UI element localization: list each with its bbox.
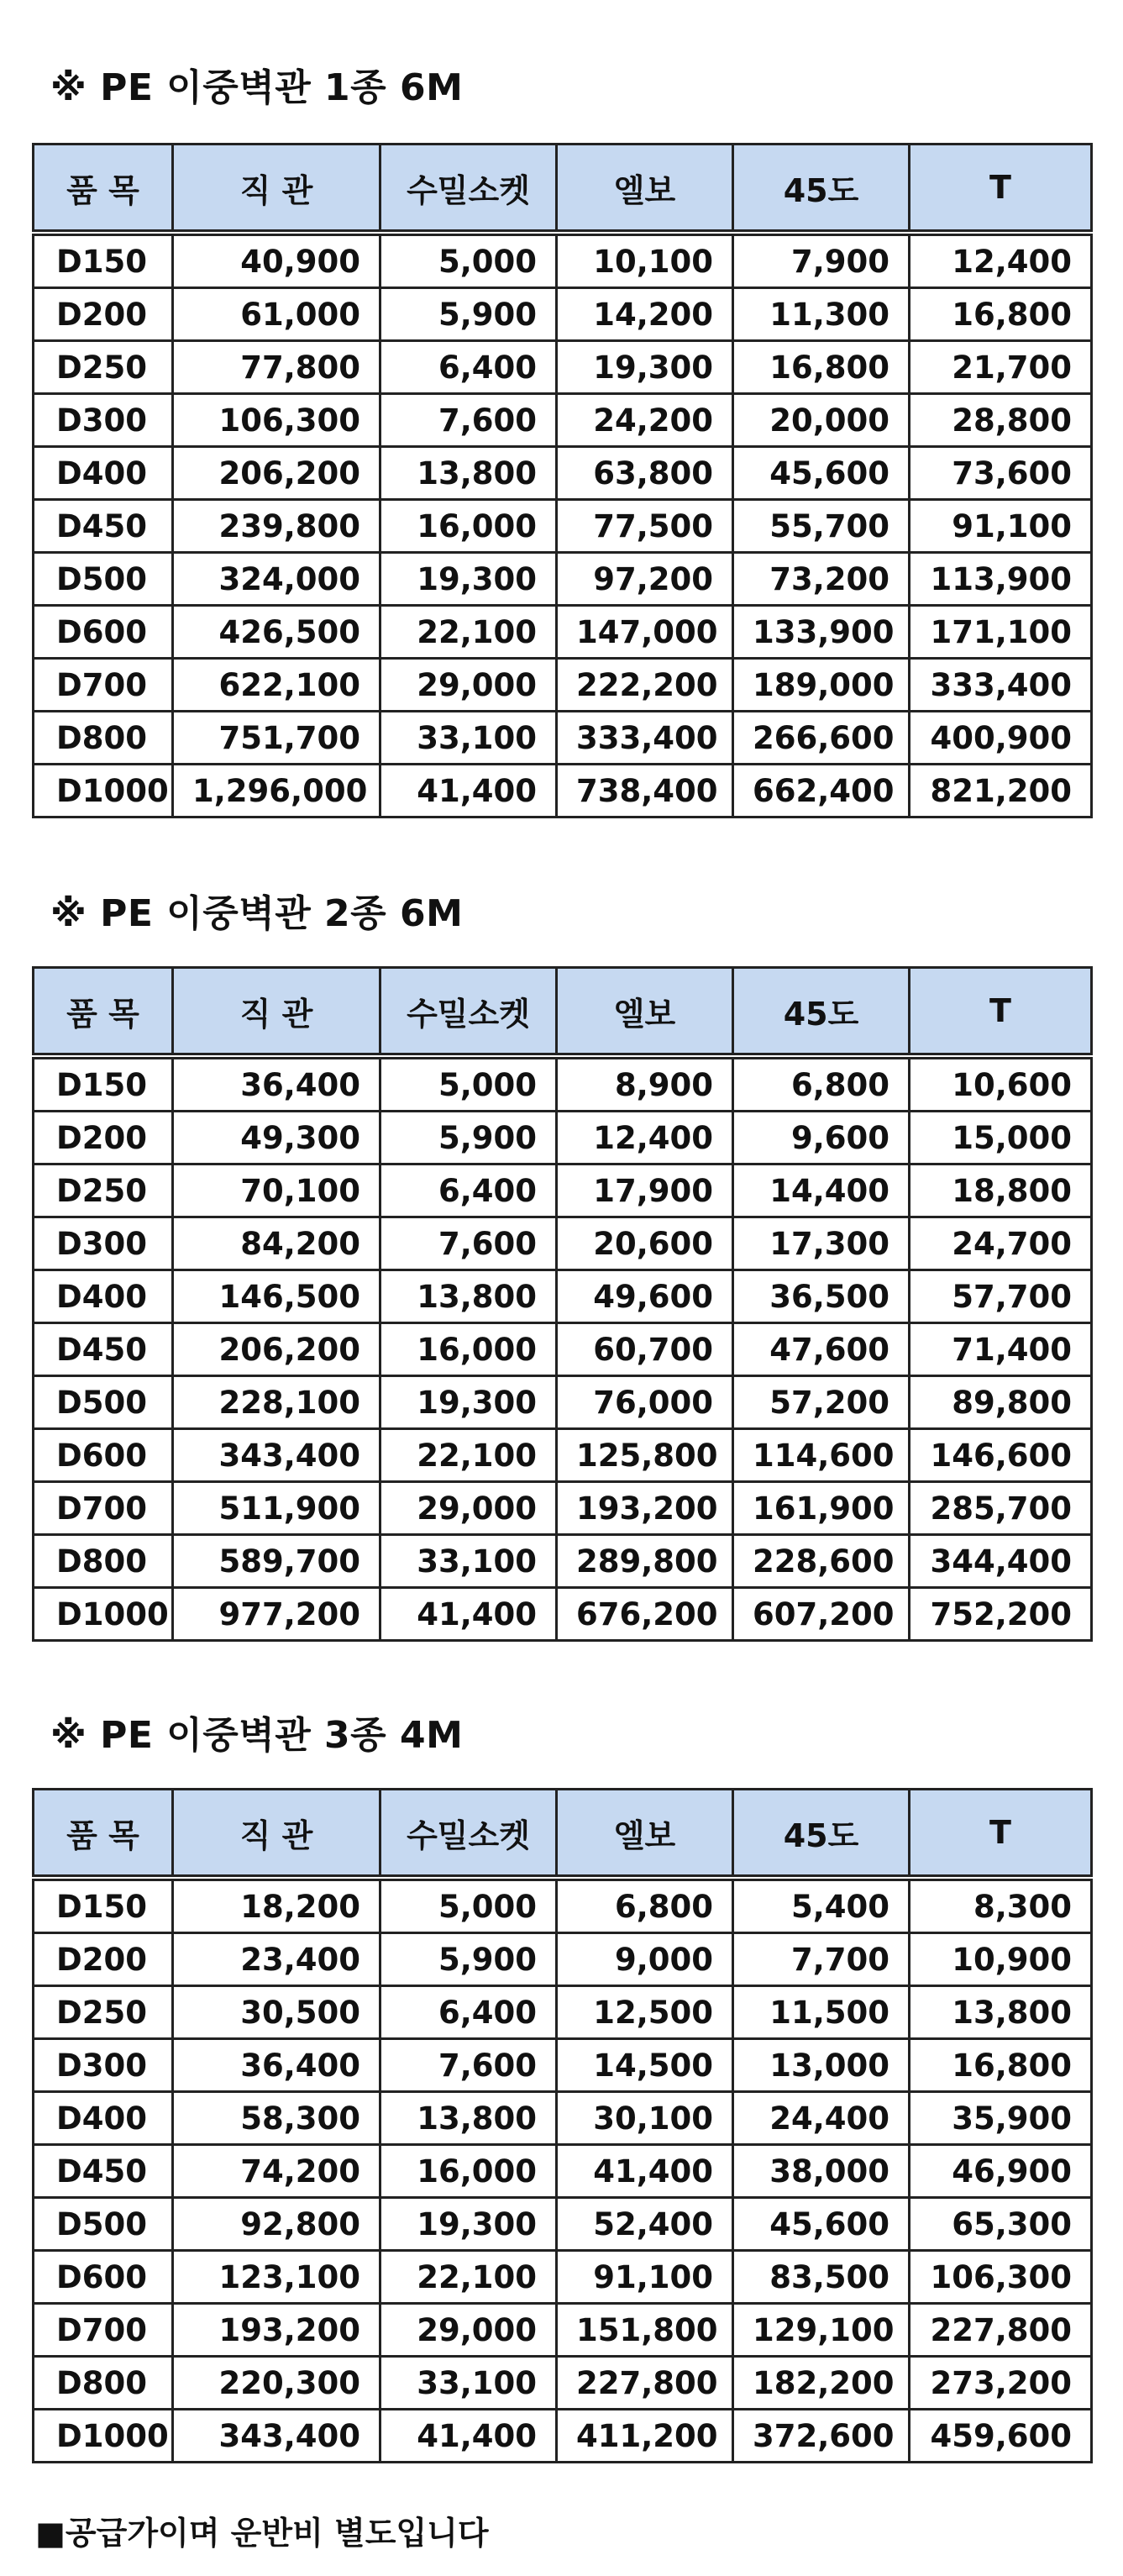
price-cell: 36,500 bbox=[733, 1270, 910, 1323]
price-cell: 193,200 bbox=[557, 1482, 733, 1535]
price-cell: 65,300 bbox=[910, 2198, 1092, 2251]
table-row bbox=[34, 1270, 1092, 1323]
price-cell: 752,200 bbox=[910, 1588, 1092, 1641]
item-name-cell: D400 bbox=[34, 447, 173, 500]
footer-note: ■공급가이며 운반비 별도입니다 bbox=[35, 2515, 489, 2552]
price-cell: 58,300 bbox=[173, 2092, 380, 2145]
column-header: T bbox=[910, 145, 1092, 234]
price-cell: 147,000 bbox=[557, 606, 733, 659]
price-cell: 47,600 bbox=[733, 1323, 910, 1376]
item-name-cell: D1000 bbox=[34, 1588, 173, 1641]
price-cell: 14,400 bbox=[733, 1164, 910, 1217]
price-cell: 5,900 bbox=[380, 288, 557, 341]
price-cell: 113,900 bbox=[910, 553, 1092, 606]
price-cell: 8,300 bbox=[910, 1878, 1092, 1933]
price-cell: 22,100 bbox=[380, 606, 557, 659]
price-cell: 9,600 bbox=[733, 1112, 910, 1164]
price-cell: 18,200 bbox=[173, 1878, 380, 1933]
price-cell: 89,800 bbox=[910, 1376, 1092, 1429]
price-cell: 821,200 bbox=[910, 765, 1092, 817]
item-name-cell: D150 bbox=[34, 1878, 173, 1933]
price-cell: 22,100 bbox=[380, 1429, 557, 1482]
item-name-cell: D500 bbox=[34, 2198, 173, 2251]
column-header: 품 목 bbox=[34, 1790, 173, 1879]
price-cell: 5,400 bbox=[733, 1878, 910, 1933]
price-cell: 20,600 bbox=[557, 1217, 733, 1270]
item-name-cell: D300 bbox=[34, 2039, 173, 2092]
table-row bbox=[34, 1323, 1092, 1376]
header-row bbox=[34, 1790, 1092, 1879]
price-cell: 17,300 bbox=[733, 1217, 910, 1270]
price-cell: 45,600 bbox=[733, 2198, 910, 2251]
price-cell: 60,700 bbox=[557, 1323, 733, 1376]
table-row bbox=[34, 1482, 1092, 1535]
price-cell: 206,200 bbox=[173, 447, 380, 500]
price-cell: 182,200 bbox=[733, 2357, 910, 2410]
price-cell: 10,600 bbox=[910, 1056, 1092, 1112]
price-cell: 16,000 bbox=[380, 1323, 557, 1376]
item-name-cell: D450 bbox=[34, 500, 173, 553]
column-header: 45도 bbox=[733, 1790, 910, 1879]
price-cell: 84,200 bbox=[173, 1217, 380, 1270]
price-cell: 38,000 bbox=[733, 2145, 910, 2198]
price-cell: 400,900 bbox=[910, 712, 1092, 765]
item-name-cell: D200 bbox=[34, 1112, 173, 1164]
price-cell: 146,600 bbox=[910, 1429, 1092, 1482]
item-name-cell: D300 bbox=[34, 394, 173, 447]
price-cell: 36,400 bbox=[173, 1056, 380, 1112]
column-header: 수밀소켓 bbox=[380, 1790, 557, 1879]
price-cell: 266,600 bbox=[733, 712, 910, 765]
price-cell: 74,200 bbox=[173, 2145, 380, 2198]
price-cell: 14,200 bbox=[557, 288, 733, 341]
price-cell: 77,500 bbox=[557, 500, 733, 553]
price-cell: 751,700 bbox=[173, 712, 380, 765]
column-header: T bbox=[910, 1790, 1092, 1879]
column-header: 직 관 bbox=[173, 968, 380, 1057]
price-cell: 171,100 bbox=[910, 606, 1092, 659]
price-cell: 92,800 bbox=[173, 2198, 380, 2251]
price-cell: 106,300 bbox=[910, 2251, 1092, 2304]
table-row bbox=[34, 712, 1092, 765]
column-header: 엘보 bbox=[557, 968, 733, 1057]
item-name-cell: D500 bbox=[34, 553, 173, 606]
table-row bbox=[34, 765, 1092, 817]
price-cell: 324,000 bbox=[173, 553, 380, 606]
table-row bbox=[34, 233, 1092, 288]
table-row bbox=[34, 1986, 1092, 2039]
price-cell: 426,500 bbox=[173, 606, 380, 659]
column-header: 직 관 bbox=[173, 145, 380, 234]
price-cell: 220,300 bbox=[173, 2357, 380, 2410]
price-cell: 35,900 bbox=[910, 2092, 1092, 2145]
column-header: 수밀소켓 bbox=[380, 145, 557, 234]
column-header: 엘보 bbox=[557, 145, 733, 234]
price-cell: 16,000 bbox=[380, 500, 557, 553]
price-cell: 13,000 bbox=[733, 2039, 910, 2092]
price-cell: 91,100 bbox=[910, 500, 1092, 553]
price-cell: 151,800 bbox=[557, 2304, 733, 2357]
table-row bbox=[34, 1376, 1092, 1429]
price-cell: 57,700 bbox=[910, 1270, 1092, 1323]
item-name-cell: D500 bbox=[34, 1376, 173, 1429]
price-cell: 30,100 bbox=[557, 2092, 733, 2145]
price-cell: 22,100 bbox=[380, 2251, 557, 2304]
price-cell: 289,800 bbox=[557, 1535, 733, 1588]
price-cell: 9,000 bbox=[557, 1933, 733, 1986]
price-cell: 73,200 bbox=[733, 553, 910, 606]
item-name-cell: D600 bbox=[34, 2251, 173, 2304]
table-row bbox=[34, 2410, 1092, 2463]
price-cell: 24,200 bbox=[557, 394, 733, 447]
price-cell: 228,600 bbox=[733, 1535, 910, 1588]
price-cell: 55,700 bbox=[733, 500, 910, 553]
price-cell: 12,400 bbox=[910, 233, 1092, 288]
table-row bbox=[34, 1112, 1092, 1164]
item-name-cell: D700 bbox=[34, 1482, 173, 1535]
price-cell: 125,800 bbox=[557, 1429, 733, 1482]
price-cell: 29,000 bbox=[380, 1482, 557, 1535]
item-name-cell: D600 bbox=[34, 1429, 173, 1482]
table-row bbox=[34, 2357, 1092, 2410]
column-header: 품 목 bbox=[34, 968, 173, 1057]
item-name-cell: D800 bbox=[34, 2357, 173, 2410]
price-cell: 114,600 bbox=[733, 1429, 910, 1482]
item-name-cell: D250 bbox=[34, 1986, 173, 2039]
header-row bbox=[34, 968, 1092, 1057]
table-row bbox=[34, 2145, 1092, 2198]
column-header: 직 관 bbox=[173, 1790, 380, 1879]
price-cell: 13,800 bbox=[910, 1986, 1092, 2039]
price-cell: 30,500 bbox=[173, 1986, 380, 2039]
price-cell: 607,200 bbox=[733, 1588, 910, 1641]
price-cell: 91,100 bbox=[557, 2251, 733, 2304]
price-cell: 61,000 bbox=[173, 288, 380, 341]
price-cell: 83,500 bbox=[733, 2251, 910, 2304]
item-name-cell: D200 bbox=[34, 1933, 173, 1986]
price-cell: 5,900 bbox=[380, 1933, 557, 1986]
price-cell: 227,800 bbox=[910, 2304, 1092, 2357]
price-cell: 7,600 bbox=[380, 1217, 557, 1270]
price-cell: 6,800 bbox=[557, 1878, 733, 1933]
table-row bbox=[34, 2198, 1092, 2251]
price-cell: 28,800 bbox=[910, 394, 1092, 447]
price-cell: 6,800 bbox=[733, 1056, 910, 1112]
price-cell: 106,300 bbox=[173, 394, 380, 447]
table-row bbox=[34, 1933, 1092, 1986]
price-cell: 13,800 bbox=[380, 447, 557, 500]
table-row bbox=[34, 659, 1092, 712]
column-header: 품 목 bbox=[34, 145, 173, 234]
item-name-cell: D1000 bbox=[34, 2410, 173, 2463]
item-name-cell: D700 bbox=[34, 2304, 173, 2357]
price-cell: 239,800 bbox=[173, 500, 380, 553]
price-cell: 14,500 bbox=[557, 2039, 733, 2092]
price-cell: 343,400 bbox=[173, 1429, 380, 1482]
price-cell: 977,200 bbox=[173, 1588, 380, 1641]
price-cell: 19,300 bbox=[380, 1376, 557, 1429]
price-cell: 33,100 bbox=[380, 2357, 557, 2410]
price-cell: 227,800 bbox=[557, 2357, 733, 2410]
price-cell: 161,900 bbox=[733, 1482, 910, 1535]
item-name-cell: D200 bbox=[34, 288, 173, 341]
price-cell: 10,100 bbox=[557, 233, 733, 288]
price-cell: 18,800 bbox=[910, 1164, 1092, 1217]
price-cell: 273,200 bbox=[910, 2357, 1092, 2410]
price-cell: 8,900 bbox=[557, 1056, 733, 1112]
column-header: 엘보 bbox=[557, 1790, 733, 1879]
item-name-cell: D150 bbox=[34, 1056, 173, 1112]
price-cell: 7,600 bbox=[380, 394, 557, 447]
price-cell: 57,200 bbox=[733, 1376, 910, 1429]
price-cell: 71,400 bbox=[910, 1323, 1092, 1376]
price-cell: 7,600 bbox=[380, 2039, 557, 2092]
price-cell: 285,700 bbox=[910, 1482, 1092, 1535]
table-row bbox=[34, 2304, 1092, 2357]
table-row bbox=[34, 2251, 1092, 2304]
price-cell: 146,500 bbox=[173, 1270, 380, 1323]
price-cell: 17,900 bbox=[557, 1164, 733, 1217]
price-table-2 bbox=[32, 966, 1093, 1642]
price-cell: 193,200 bbox=[173, 2304, 380, 2357]
section-title-2: ※ PE 이중벽관 2종 6M bbox=[50, 892, 464, 935]
table-row bbox=[34, 341, 1092, 394]
item-name-cell: D150 bbox=[34, 233, 173, 288]
price-cell: 29,000 bbox=[380, 659, 557, 712]
price-cell: 343,400 bbox=[173, 2410, 380, 2463]
price-cell: 11,300 bbox=[733, 288, 910, 341]
price-cell: 7,700 bbox=[733, 1933, 910, 1986]
price-cell: 10,900 bbox=[910, 1933, 1092, 1986]
table-row bbox=[34, 553, 1092, 606]
table-row bbox=[34, 288, 1092, 341]
column-header: 수밀소켓 bbox=[380, 968, 557, 1057]
price-cell: 40,900 bbox=[173, 233, 380, 288]
table-row bbox=[34, 1588, 1092, 1641]
price-cell: 73,600 bbox=[910, 447, 1092, 500]
price-cell: 344,400 bbox=[910, 1535, 1092, 1588]
price-cell: 16,800 bbox=[910, 288, 1092, 341]
price-cell: 76,000 bbox=[557, 1376, 733, 1429]
price-cell: 24,400 bbox=[733, 2092, 910, 2145]
price-cell: 45,600 bbox=[733, 447, 910, 500]
price-cell: 411,200 bbox=[557, 2410, 733, 2463]
price-cell: 662,400 bbox=[733, 765, 910, 817]
table-row bbox=[34, 1164, 1092, 1217]
price-cell: 189,000 bbox=[733, 659, 910, 712]
price-cell: 622,100 bbox=[173, 659, 380, 712]
price-cell: 13,800 bbox=[380, 1270, 557, 1323]
item-name-cell: D300 bbox=[34, 1217, 173, 1270]
price-cell: 129,100 bbox=[733, 2304, 910, 2357]
price-cell: 459,600 bbox=[910, 2410, 1092, 2463]
price-cell: 46,900 bbox=[910, 2145, 1092, 2198]
price-cell: 7,900 bbox=[733, 233, 910, 288]
price-cell: 511,900 bbox=[173, 1482, 380, 1535]
price-cell: 11,500 bbox=[733, 1986, 910, 2039]
price-cell: 12,500 bbox=[557, 1986, 733, 2039]
price-cell: 19,300 bbox=[557, 341, 733, 394]
section-title-3: ※ PE 이중벽관 3종 4M bbox=[50, 1714, 464, 1757]
price-cell: 70,100 bbox=[173, 1164, 380, 1217]
price-cell: 589,700 bbox=[173, 1535, 380, 1588]
item-name-cell: D700 bbox=[34, 659, 173, 712]
price-cell: 123,100 bbox=[173, 2251, 380, 2304]
price-cell: 97,200 bbox=[557, 553, 733, 606]
price-cell: 41,400 bbox=[380, 2410, 557, 2463]
item-name-cell: D400 bbox=[34, 1270, 173, 1323]
item-name-cell: D1000 bbox=[34, 765, 173, 817]
price-cell: 16,000 bbox=[380, 2145, 557, 2198]
price-cell: 20,000 bbox=[733, 394, 910, 447]
price-cell: 36,400 bbox=[173, 2039, 380, 2092]
price-cell: 333,400 bbox=[557, 712, 733, 765]
price-table-3 bbox=[32, 1788, 1093, 2463]
table-row bbox=[34, 1217, 1092, 1270]
price-cell: 49,300 bbox=[173, 1112, 380, 1164]
price-cell: 33,100 bbox=[380, 712, 557, 765]
item-name-cell: D250 bbox=[34, 1164, 173, 1217]
header-row bbox=[34, 145, 1092, 234]
price-cell: 13,800 bbox=[380, 2092, 557, 2145]
table-row bbox=[34, 1878, 1092, 1933]
price-cell: 6,400 bbox=[380, 1986, 557, 2039]
table-row bbox=[34, 394, 1092, 447]
table-row bbox=[34, 500, 1092, 553]
table-row bbox=[34, 606, 1092, 659]
price-cell: 49,600 bbox=[557, 1270, 733, 1323]
column-header: 45도 bbox=[733, 145, 910, 234]
price-cell: 23,400 bbox=[173, 1933, 380, 1986]
price-cell: 16,800 bbox=[733, 341, 910, 394]
item-name-cell: D800 bbox=[34, 712, 173, 765]
price-cell: 21,700 bbox=[910, 341, 1092, 394]
price-cell: 6,400 bbox=[380, 341, 557, 394]
price-cell: 5,000 bbox=[380, 1878, 557, 1933]
price-cell: 16,800 bbox=[910, 2039, 1092, 2092]
price-cell: 19,300 bbox=[380, 2198, 557, 2251]
price-cell: 33,100 bbox=[380, 1535, 557, 1588]
item-name-cell: D250 bbox=[34, 341, 173, 394]
price-cell: 372,600 bbox=[733, 2410, 910, 2463]
price-cell: 333,400 bbox=[910, 659, 1092, 712]
price-cell: 206,200 bbox=[173, 1323, 380, 1376]
price-cell: 19,300 bbox=[380, 553, 557, 606]
item-name-cell: D450 bbox=[34, 2145, 173, 2198]
price-cell: 41,400 bbox=[557, 2145, 733, 2198]
table-row bbox=[34, 1535, 1092, 1588]
table-row bbox=[34, 2092, 1092, 2145]
price-cell: 15,000 bbox=[910, 1112, 1092, 1164]
item-name-cell: D600 bbox=[34, 606, 173, 659]
section-title-1: ※ PE 이중벽관 1종 6M bbox=[50, 66, 464, 109]
price-cell: 24,700 bbox=[910, 1217, 1092, 1270]
price-cell: 41,400 bbox=[380, 765, 557, 817]
item-name-cell: D800 bbox=[34, 1535, 173, 1588]
price-cell: 5,000 bbox=[380, 233, 557, 288]
price-cell: 5,000 bbox=[380, 1056, 557, 1112]
item-name-cell: D450 bbox=[34, 1323, 173, 1376]
table-row bbox=[34, 447, 1092, 500]
item-name-cell: D400 bbox=[34, 2092, 173, 2145]
column-header: T bbox=[910, 968, 1092, 1057]
table-row bbox=[34, 2039, 1092, 2092]
price-cell: 29,000 bbox=[380, 2304, 557, 2357]
price-cell: 228,100 bbox=[173, 1376, 380, 1429]
price-cell: 738,400 bbox=[557, 765, 733, 817]
price-table-1 bbox=[32, 143, 1093, 818]
price-cell: 6,400 bbox=[380, 1164, 557, 1217]
price-cell: 222,200 bbox=[557, 659, 733, 712]
price-cell: 41,400 bbox=[380, 1588, 557, 1641]
price-cell: 1,296,000 bbox=[173, 765, 380, 817]
price-cell: 676,200 bbox=[557, 1588, 733, 1641]
price-cell: 52,400 bbox=[557, 2198, 733, 2251]
price-cell: 5,900 bbox=[380, 1112, 557, 1164]
price-cell: 12,400 bbox=[557, 1112, 733, 1164]
price-cell: 133,900 bbox=[733, 606, 910, 659]
price-cell: 77,800 bbox=[173, 341, 380, 394]
column-header: 45도 bbox=[733, 968, 910, 1057]
table-row bbox=[34, 1429, 1092, 1482]
table-row bbox=[34, 1056, 1092, 1112]
price-cell: 63,800 bbox=[557, 447, 733, 500]
